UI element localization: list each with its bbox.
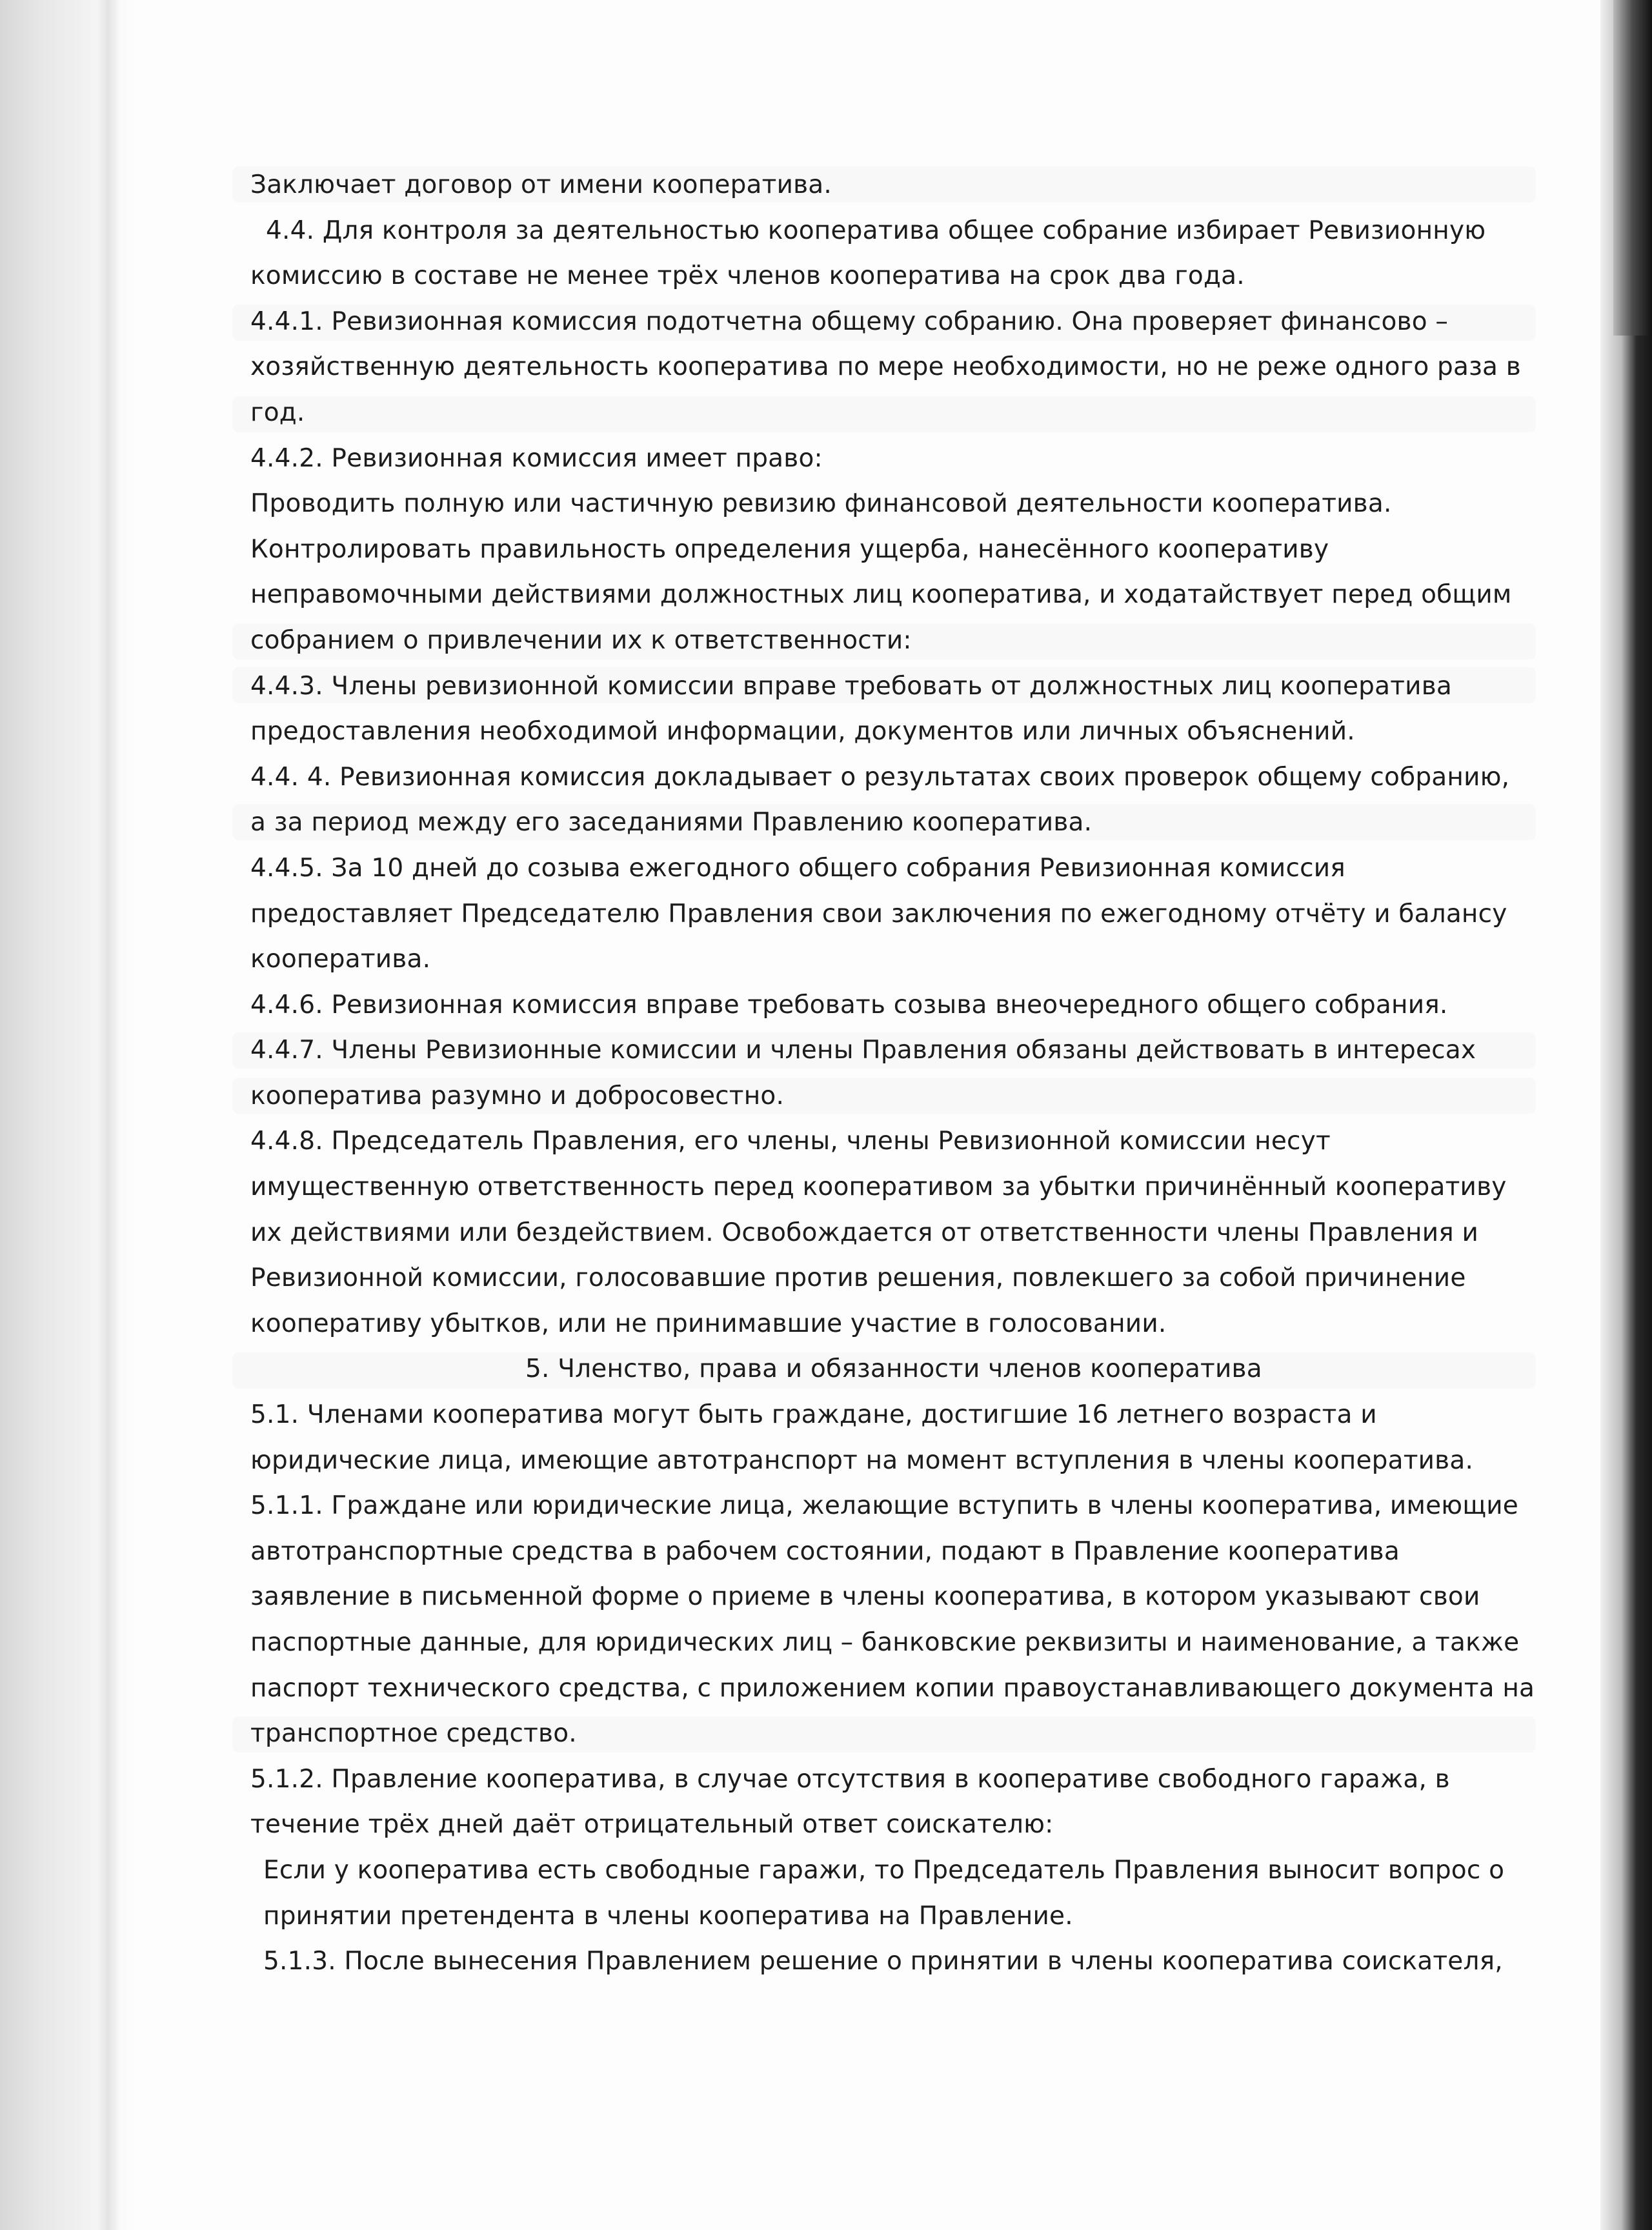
text-line: 4.4.5. За 10 дней до созыва ежегодного общего собрания Ревизионная комиссия (250, 853, 1345, 883)
text-line: паспортные данные, для юридических лиц – банковские реквизиты и наименование, а также (250, 1628, 1520, 1657)
text-line: 4.4.8. Председатель Правления, его члены, члены Ревизионной комиссии несут (250, 1127, 1331, 1156)
text-line: 5.1. Членами кооператива могут быть граждане, достигшие 16 летнего возраста и (250, 1400, 1377, 1430)
text-line: собранием о привлечении их к ответственности: (250, 625, 912, 655)
text-line: 4.4.2. Ревизионная комиссия имеет право: (250, 443, 823, 473)
text-line: имущественную ответственность перед кооперативом за убытки причинённый кооперативу (250, 1172, 1507, 1202)
text-line: 4.4.6. Ревизионная комиссия вправе требовать созыва внеочередного общего собрания. (250, 990, 1448, 1020)
text-line: 5.1.2. Правление кооператива, в случае отсутствия в кооперативе свободного гаража, в (250, 1764, 1450, 1794)
text-line: предоставляет Председателю Правления свои заключения по ежегодному отчёту и балансу (250, 899, 1507, 929)
text-line: паспорт технического средства, с приложением копии правоустанавливающего документа на (250, 1673, 1535, 1703)
text-line: заявление в письменной форме о приеме в члены кооператива, в котором указывают свои (250, 1582, 1480, 1612)
text-line: Если у кооператива есть свободные гаражи, то Председатель Правления выносит вопрос о (263, 1855, 1505, 1885)
text-line: комиссию в составе не менее трёх членов кооператива на срок два года. (250, 261, 1245, 291)
text-line: транспортное средство. (250, 1719, 577, 1749)
text-line: 4.4. 4. Ревизионная комиссия докладывает о результатах своих проверок общему собранию, (250, 762, 1510, 792)
section-heading: 5. Членство, права и обязанности членов кооператива (525, 1354, 1262, 1384)
text-line: кооператива. (250, 945, 431, 974)
text-line: юридические лица, имеющие автотранспорт на момент вступления в члены кооператива. (250, 1445, 1474, 1475)
text-line: принятии претендента в члены кооператива на Правление. (263, 1901, 1073, 1931)
text-line: год. (250, 397, 305, 427)
text-line: кооперативу убытков, или не принимавшие участие в голосовании. (250, 1309, 1167, 1338)
text-line: неправомочными действиями должностных лиц кооператива, и ходатайствует перед общим (250, 580, 1512, 610)
text-line: 4.4.7. Члены Ревизионные комиссии и члены Правления обязаны действовать в интересах (250, 1036, 1476, 1065)
text-line: их действиями или бездействием. Освобождается от ответственности члены Правления и (250, 1218, 1479, 1247)
text-line: 5.1.3. После вынесения Правлением решение о принятии в члены кооператива соискателя, (263, 1947, 1503, 1976)
text-line: 4.4. Для контроля за деятельностью кооператива общее собрание избирает Ревизионную (266, 216, 1486, 245)
text-line: 4.4.3. Члены ревизионной комиссии вправе требовать от должностных лиц кооператива (250, 671, 1452, 701)
text-line: предоставления необходимой информации, документов или личных объяснений. (250, 717, 1355, 747)
page-fold-shadow (97, 0, 120, 2230)
text-line: 5.1.1. Граждане или юридические лица, желающие вступить в члены кооператива, имеющие (250, 1491, 1518, 1521)
text-line: автотранспортные средства в рабочем состоянии, подают в Правление кооператива (250, 1536, 1400, 1566)
text-line: течение трёх дней даёт отрицательный ответ соискателю: (250, 1810, 1054, 1840)
text-line: 4.4.1. Ревизионная комиссия подотчетна общему собранию. Она проверяет финансово – (250, 306, 1449, 336)
text-line: кооператива разумно и добросовестно. (250, 1081, 785, 1110)
text-line: Контролировать правильность определения ущерба, нанесённого кооперативу (250, 534, 1329, 564)
text-line: Проводить полную или частичную ревизию финансовой деятельности кооператива. (250, 489, 1392, 519)
page-right-edge-top (1613, 0, 1652, 336)
text-line: Ревизионной комиссии, голосовавшие против решения, повлекшего за собой причинение (250, 1263, 1466, 1293)
text-line: а за период между его заседаниями Правлению кооператива. (250, 808, 1093, 838)
text-line: Заключает договор от имени кооператива. (250, 170, 832, 199)
document-body (250, 163, 1541, 1985)
text-line: хозяйственную деятельность кооператива по мере необходимости, но не реже одного раза в (250, 352, 1521, 382)
